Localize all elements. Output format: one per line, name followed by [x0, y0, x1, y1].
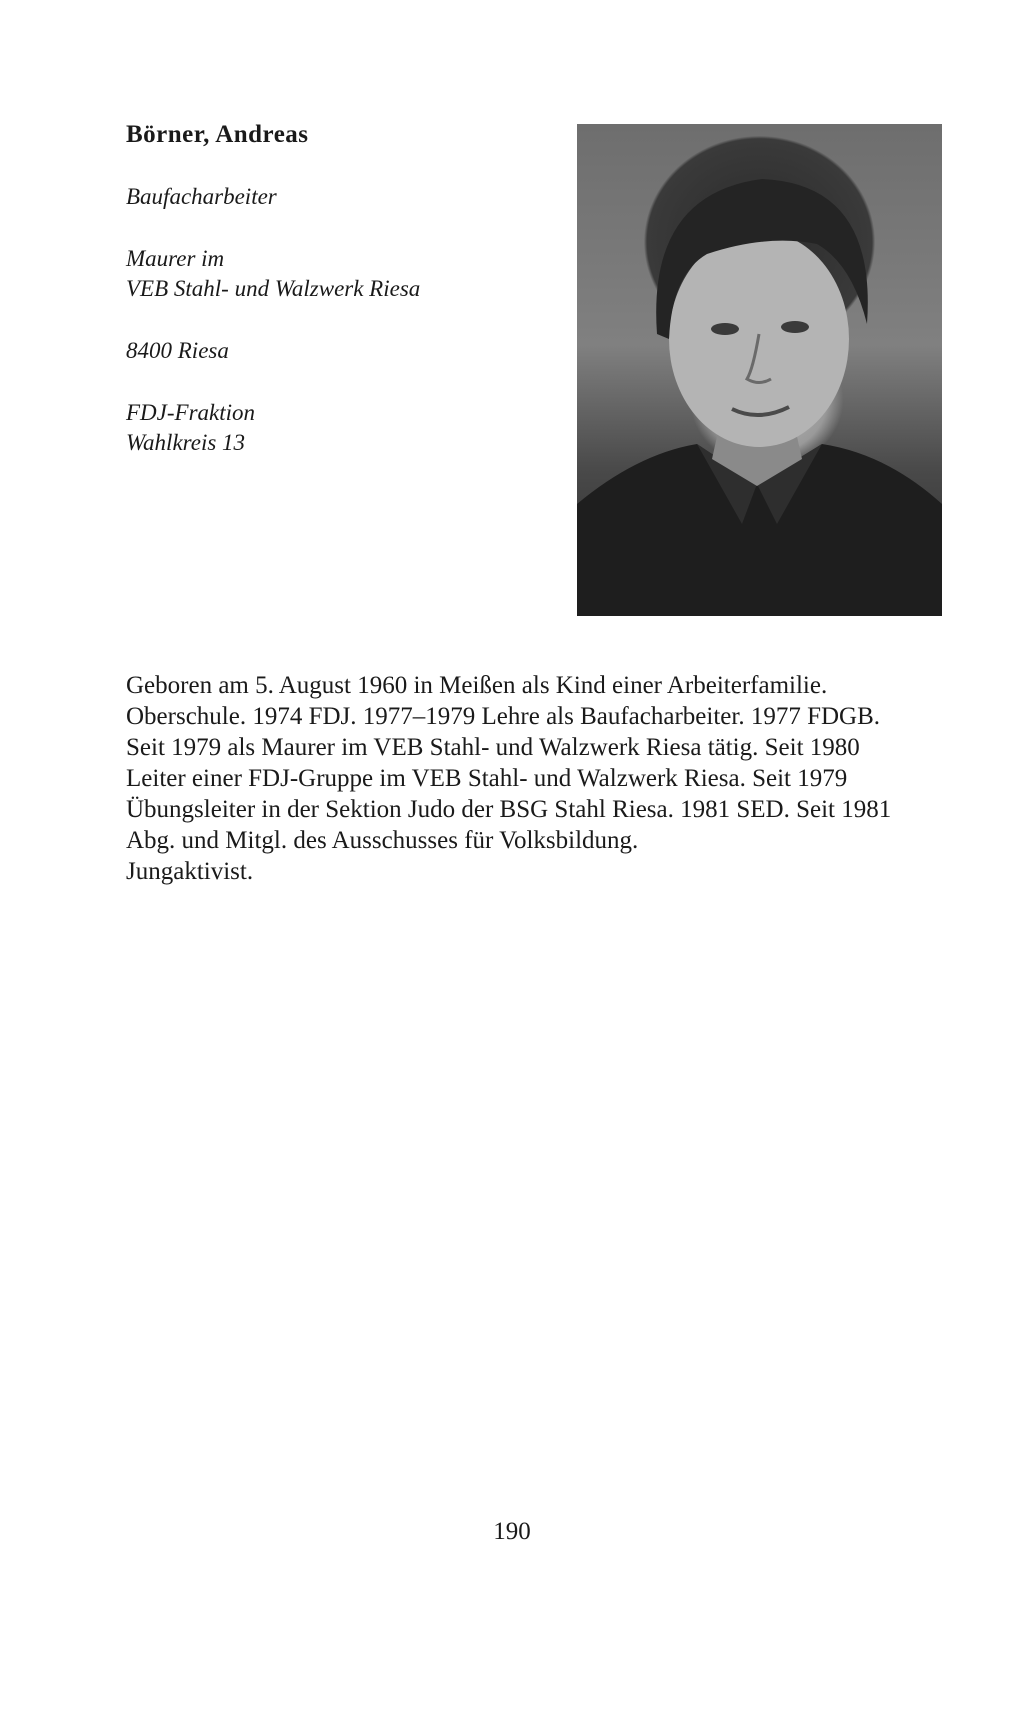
biography-line: Abg. und Mitgl. des Ausschusses für Volksbildung.: [126, 827, 639, 854]
biography-line: Übungsleiter in der Sektion Judo der BSG Stahl Riesa. 1981 SED. Seit 1981: [126, 796, 892, 823]
constituency: Wahlkreis 13: [126, 430, 246, 455]
portrait-drawing: [577, 124, 942, 616]
person-name: Börner, Andreas: [126, 121, 309, 148]
faction: FDJ-Fraktion: [126, 400, 256, 425]
workplace-line-1: Maurer im: [126, 246, 225, 271]
city: 8400 Riesa: [126, 338, 229, 363]
biography-line: Leiter einer FDJ-Gruppe im VEB Stahl- und Walzwerk Riesa. Seit 1979: [126, 765, 848, 792]
page-number: 190: [493, 1518, 531, 1545]
portrait-photo: [577, 124, 942, 616]
biography-line: Seit 1979 als Maurer im VEB Stahl- und Walzwerk Riesa tätig. Seit 1980: [126, 734, 860, 761]
biography-line: Jungaktivist.: [126, 858, 254, 885]
occupation: Baufacharbeiter: [126, 184, 277, 209]
biography-line: Oberschule. 1974 FDJ. 1977–1979 Lehre als Baufacharbeiter. 1977 FDGB.: [126, 703, 881, 730]
biography-line: Geboren am 5. August 1960 in Meißen als Kind einer Arbeiterfamilie.: [126, 672, 828, 699]
workplace-line-2: VEB Stahl- und Walzwerk Riesa: [126, 276, 421, 301]
biography-text: [126, 670, 946, 887]
person-header: [126, 120, 556, 458]
